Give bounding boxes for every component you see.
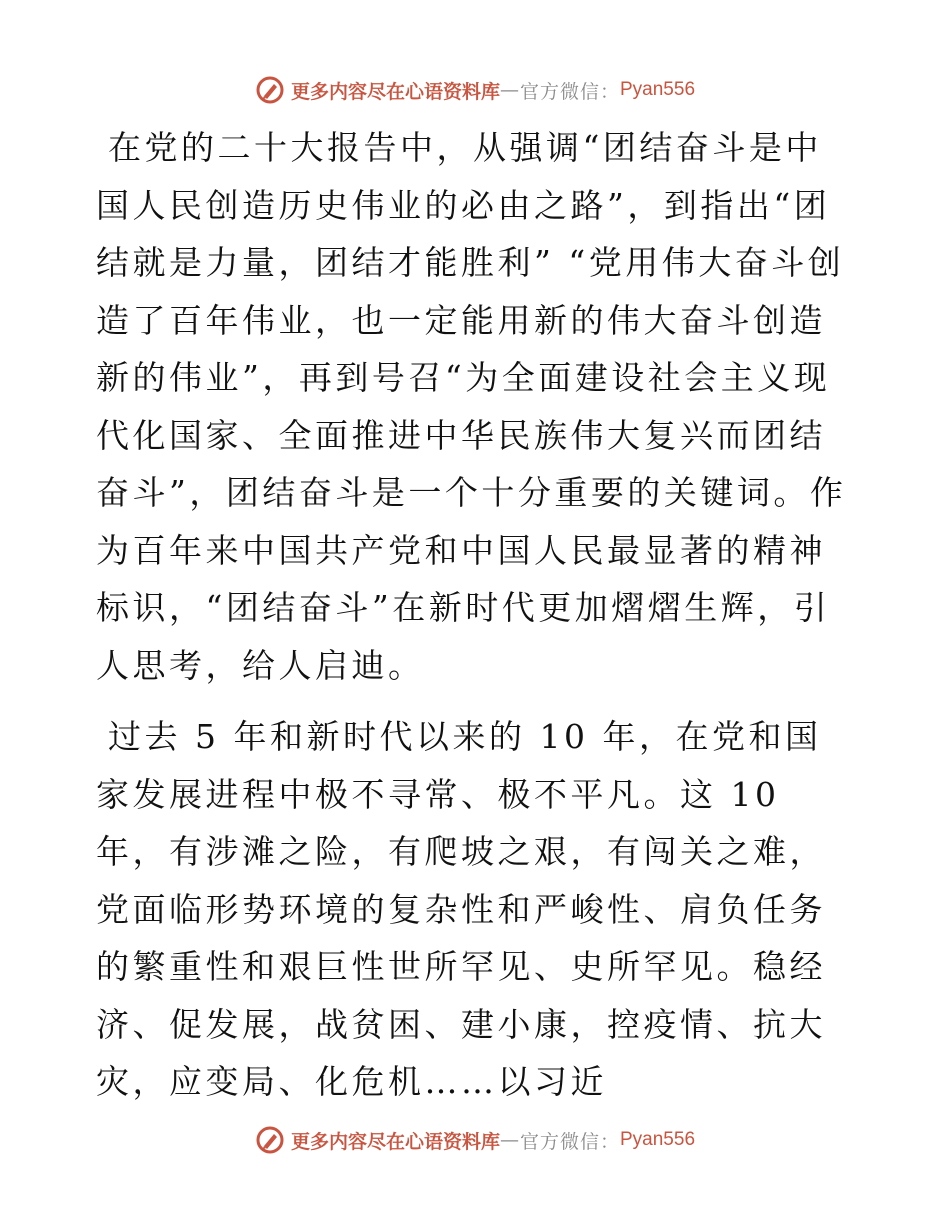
pen-logo-icon [255, 1125, 285, 1155]
banner-wechat-id: Pyan556 [620, 1129, 696, 1150]
banner-main-text: 更多内容尽在心语资料库 [290, 80, 500, 103]
paragraph-1: 在党的二十大报告中，从强调“团结奋斗是中国人民创造历史伟业的必由之路”，到指出“团结就是力量，团结才能胜利” “党用伟大奋斗创造了百年伟业，也一定能用新的伟大奋斗创造新的伟业”，再到号召“为全面建设社会主义现代化国家、全面推进中华民族伟大复兴而团结奋斗”，团结奋斗是一个十分重要的关键词。作为百年来中国共产党和中国人民最显著的精神标识，“团结奋斗”在新时代更加熠熠生辉，引人思考，给人启迪。 [96, 128, 847, 685]
banner-wechat-id: Pyan556 [620, 79, 696, 100]
header-banner [0, 70, 950, 110]
banner-dash: — [499, 79, 520, 101]
pen-logo-icon [255, 75, 285, 105]
banner-sub-text: 官方微信： [519, 80, 620, 103]
paragraph-2: 过去 5 年和新时代以来的 10 年，在党和国家发展进程中极不寻常、极不平凡。这 10 年，有涉滩之险，有爬坡之艰，有闯关之难，党面临形势环境的复杂性和严峻性、肩负任务的繁重性和艰巨性世所罕见、史所罕见。稳经济、促发展，战贫困、建小康，控疫情、抗大灾，应变局、化危机……以习近 [96, 717, 826, 1101]
document-body [96, 119, 856, 1111]
banner-dash: — [499, 1129, 520, 1151]
banner-main-text: 更多内容尽在心语资料库 [290, 1130, 500, 1153]
footer-banner [0, 1120, 950, 1160]
banner-sub-text: 官方微信： [519, 1130, 620, 1153]
